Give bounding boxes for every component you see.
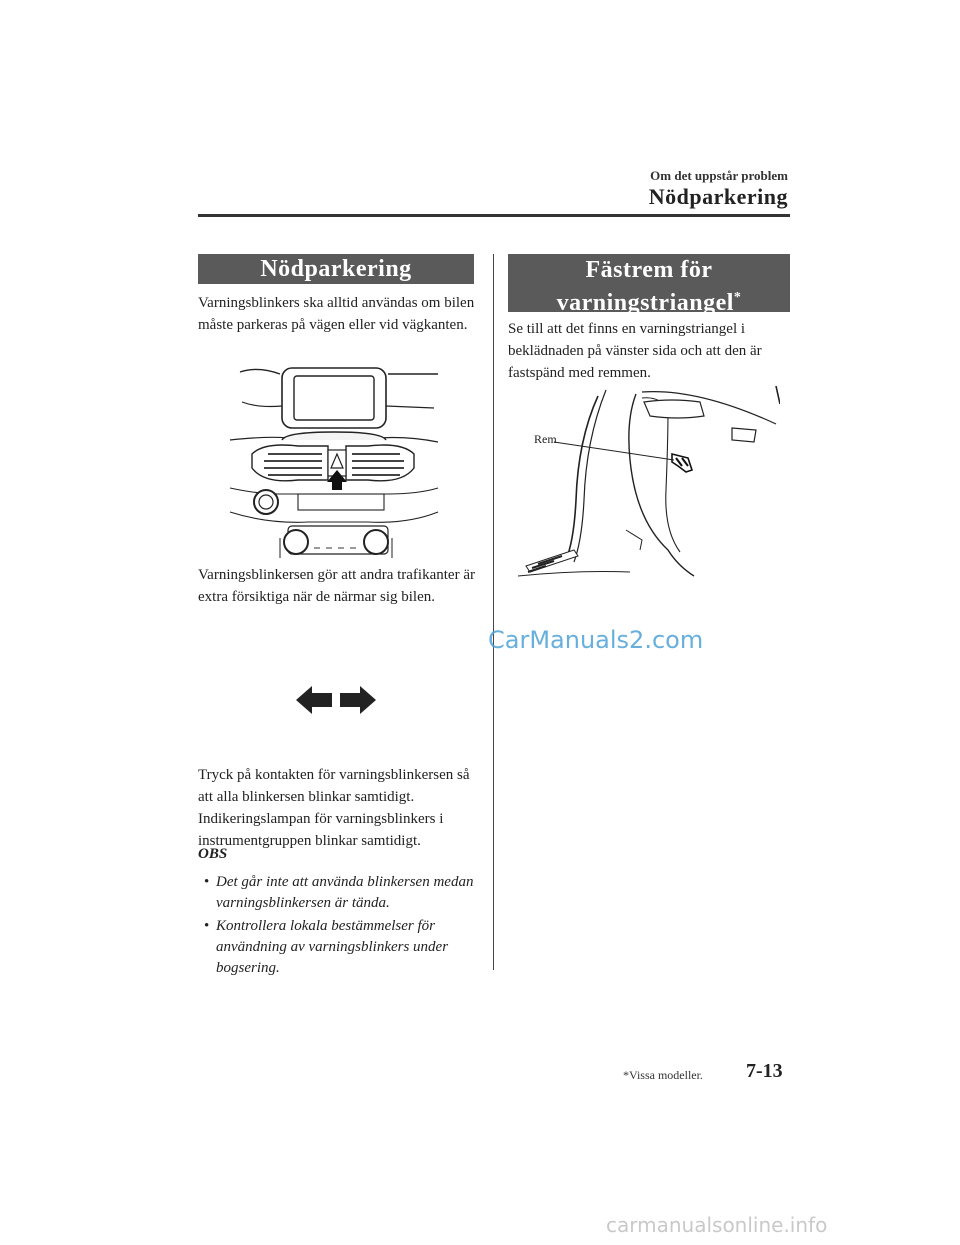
section-header: Om det uppstår problem — [650, 168, 788, 183]
banner-line-2-text: varningstriangel — [556, 290, 734, 316]
header-rule — [198, 214, 790, 217]
bullet-icon: • — [204, 874, 210, 890]
page-title: Nödparkering — [648, 184, 788, 209]
bullet-icon: • — [204, 918, 210, 934]
note-text: Kontrollera lokala bestämmelser för användning av varningsblinkers under bogsering. — [216, 918, 449, 976]
column-divider — [493, 254, 494, 970]
note-text: Det går inte att använda blinkersen medan varningsblinkersen är tända. — [216, 874, 474, 911]
model-footnote-star: * — [733, 290, 742, 305]
banner-line-1: Fästrem för — [585, 257, 713, 283]
strap-label: Rem — [534, 432, 557, 446]
banner-line-2 — [508, 284, 790, 317]
obs-label: OBS — [198, 846, 228, 862]
site-watermark: carmanualsonline.info — [606, 1213, 828, 1237]
note-item — [204, 872, 474, 914]
page-number: 7-13 — [746, 1060, 783, 1082]
note-item — [204, 916, 474, 979]
footnote: *Vissa modeller. — [623, 1068, 703, 1082]
intro-paragraph: Varningsblinkers ska alltid användas om bilen måste parkeras på vägen eller vid vägkanten. — [198, 295, 475, 333]
notes-list — [204, 872, 474, 981]
press-switch-paragraph: Tryck på kontakten för varningsblinkersen så att alla blinkersen blinkar samtidigt. Indikeringslampan för varningsblinkers i instrumentgruppen blinkar samtidigt. — [198, 767, 470, 849]
triangle-strap-paragraph: Se till att det finns en varningstriangel i beklädnaden på vänster sida och att den är fastspänd med remmen. — [508, 321, 762, 381]
warning-purpose-paragraph: Varningsblinkersen gör att andra trafikanter är extra försiktiga när de närmar sig bilen. — [198, 567, 475, 605]
right-section-banner — [508, 254, 790, 316]
trunk-side-panel-strap-illustration — [518, 380, 780, 580]
turn-signal-arrows-icon — [296, 685, 376, 715]
left-section-banner: Nödparkering — [198, 254, 474, 284]
dashboard-hazard-switch-illustration — [228, 362, 440, 558]
watermark-logo: CarManuals2.com — [488, 626, 704, 654]
